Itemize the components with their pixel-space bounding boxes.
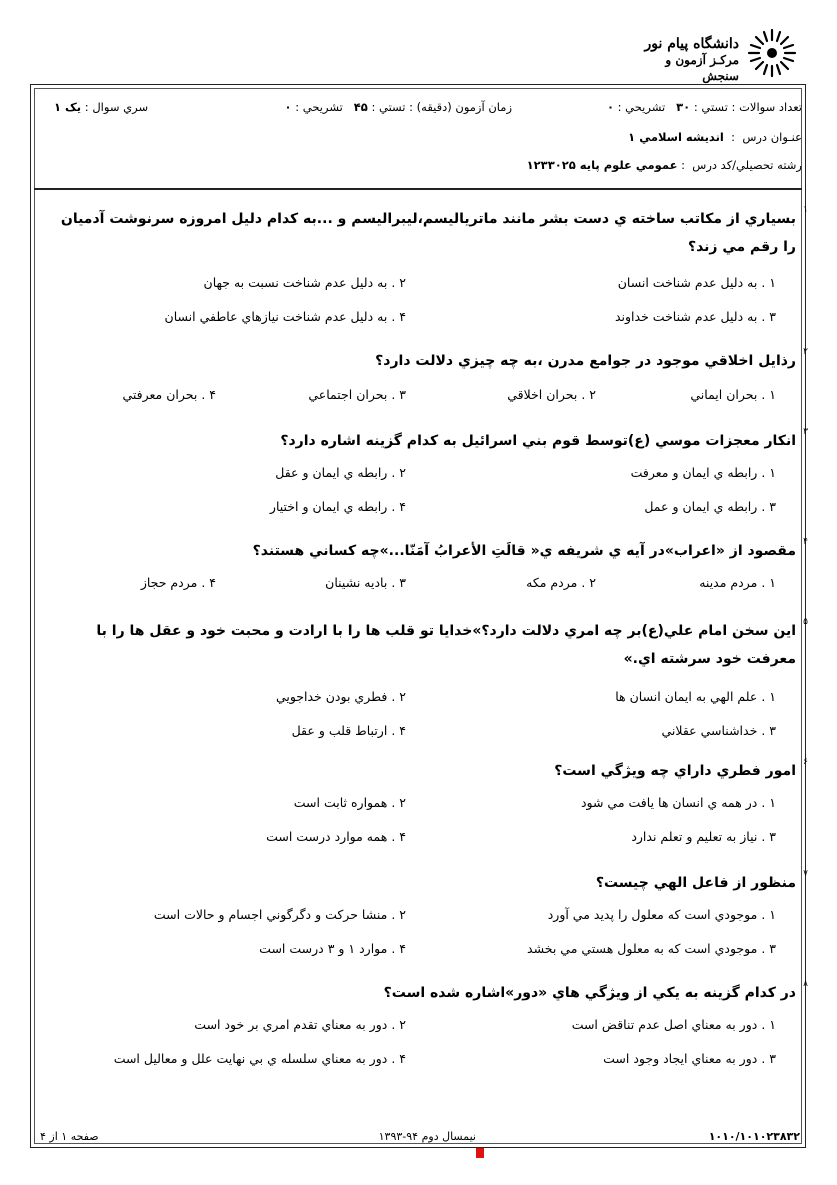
exam-code: ۱۰۱۰/۱۰۱۰۲۳۸۳۲ (708, 1130, 800, 1143)
option-1[interactable]: ۱ .دور به معناي اصل عدم تناقض است (571, 1017, 776, 1032)
question-count: تعداد سوالات : تستي : ۳۰ تشريحي : ۰ (606, 100, 802, 114)
option-1[interactable]: ۱ .رابطه ي ايمان و معرفت (630, 465, 776, 480)
question-series: سري سوال : يک ۱ (54, 100, 149, 114)
course-title: عنـوان درس : انديشه اسلامي ۱ (628, 130, 802, 144)
option-4[interactable]: ۴ .موارد ۱ و ۳ درست است (259, 941, 406, 956)
university-logo (627, 28, 797, 83)
question-text: منظور از فاعل الهي چيست؟ (595, 875, 796, 891)
option-2[interactable]: ۲ .منشا حرکت و دگرگوني اجسام و حالات است (153, 907, 406, 922)
question-number: ۷ (803, 869, 808, 879)
question-number: ۳ (803, 427, 808, 437)
logo-wordmark (627, 36, 739, 84)
option-1[interactable]: ۱ .در همه ي انسان ها يافت مي شود (580, 795, 776, 810)
option-4[interactable]: ۴ .دور به معناي سلسله ي بي نهايت علل و معاليل است (113, 1051, 406, 1066)
option-3[interactable]: ۳ .دور به معناي ايجاد وجود است (603, 1051, 776, 1066)
option-2[interactable]: ۲ .به دليل عدم شناخت نسبت به جهان (203, 275, 406, 290)
red-marker (476, 1148, 484, 1158)
option-3[interactable]: ۳ .باديه نشينان (325, 575, 406, 590)
option-3[interactable]: ۳ .خداشناسي عقلاني (661, 723, 776, 738)
logo-line-1: دانشگاه پیام نور (644, 36, 739, 52)
option-2[interactable]: ۲ .فطري بودن خداجويي (275, 689, 406, 704)
option-2[interactable]: ۲ .مردم مکه (526, 575, 596, 590)
option-3[interactable]: ۳ .رابطه ي ايمان و عمل (644, 499, 776, 514)
option-2[interactable]: ۲ .دور به معناي تقدم امري بر خود است (194, 1017, 406, 1032)
question-text: در کدام گزينه به يکي از ويژگي هاي «دور»اشاره شده است؟ (383, 985, 796, 1001)
header-divider (34, 188, 802, 190)
semester-label: نيمسال دوم ۹۴-۱۳۹۳ (378, 1130, 476, 1143)
question-number: ۸ (803, 979, 808, 989)
option-4[interactable]: ۴ .مردم حجاز (140, 575, 216, 590)
logo-line-2: مرکـز آزمون و سنجش (665, 53, 739, 83)
question-number: ۱ (803, 205, 808, 215)
page-footer (30, 1130, 806, 1148)
option-2[interactable]: ۲ .رابطه ي ايمان و عقل (275, 465, 406, 480)
field-of-study: رشته تحصيلي/کد درس : عمومي علوم پايه ۱۲۳۳۰۲۵ (526, 158, 802, 172)
question-text: اين سخن امام علي(ع)بر چه امري دلالت دارد؟»خدايا تو قلب ها را با ارادت و محبت خود و عقل ها را با معرفت خود سرشته اي.» (96, 623, 796, 667)
option-4[interactable]: ۴ .رابطه ي ايمان و اختيار (269, 499, 406, 514)
question-number: ۵ (803, 617, 808, 627)
exam-time: زمان آزمون (دقيقه) : تستي : ۴۵ تشريحي : ۰ (284, 100, 512, 114)
option-4[interactable]: ۴ .بحران معرفتي (122, 387, 216, 402)
option-1[interactable]: ۱ .بحران ايماني (690, 387, 776, 402)
question-text: بسياري از مکاتب ساخته ي دست بشر مانند ماترياليسم،ليبراليسم و ...به کدام دليل امروزه سرنوشت آدميان را رقم مي زند؟ (60, 211, 796, 255)
exam-info-header (34, 88, 802, 188)
sunburst-logo-icon (747, 28, 797, 78)
option-1[interactable]: ۱ .علم الهي به ايمان انسان ها (615, 689, 776, 704)
question-text: امور فطري داراي چه ويژگي است؟ (554, 763, 796, 779)
option-3[interactable]: ۳ .به دليل عدم شناخت خداوند (614, 309, 776, 324)
option-3[interactable]: ۳ .بحران اجتماعي (308, 387, 406, 402)
option-4[interactable]: ۴ .ارتباط قلب و عقل (291, 723, 406, 738)
option-4[interactable]: ۴ .همه موارد درست است (266, 829, 406, 844)
page-number: صفحه ۱ از ۴ (40, 1130, 99, 1143)
question-text: انکار معجزات موسي (ع)توسط قوم بني اسرائيل به کدام گزينه اشاره دارد؟ (280, 433, 796, 449)
question-number: ۶ (803, 757, 808, 767)
option-1[interactable]: ۱ .موجودي است که معلول را پديد مي آورد (547, 907, 776, 922)
question-text: مقصود از «اعراب»در آيه ي شريفه ي« قالَتِ الأعرابُ آمَنّا...»چه کساني هستند؟ (252, 543, 796, 559)
option-1[interactable]: ۱ .مردم مدينه (699, 575, 776, 590)
option-3[interactable]: ۳ .نياز به تعليم و تعلم ندارد (631, 829, 776, 844)
option-1[interactable]: ۱ .به دليل عدم شناخت انسان (617, 275, 776, 290)
question-text: رذايل اخلاقي موجود در جوامع مدرن ،به چه چيزي دلالت دارد؟ (375, 353, 796, 369)
option-4[interactable]: ۴ .به دليل عدم شناخت نيازهاي عاطفي انسان (164, 309, 406, 324)
option-2[interactable]: ۲ .بحران اخلاقي (507, 387, 596, 402)
option-3[interactable]: ۳ .موجودي است که به معلول هستي مي بخشد (527, 941, 776, 956)
question-number: ۲ (803, 347, 808, 357)
option-2[interactable]: ۲ .همواره ثابت است (293, 795, 406, 810)
question-number: ۴ (803, 537, 808, 547)
